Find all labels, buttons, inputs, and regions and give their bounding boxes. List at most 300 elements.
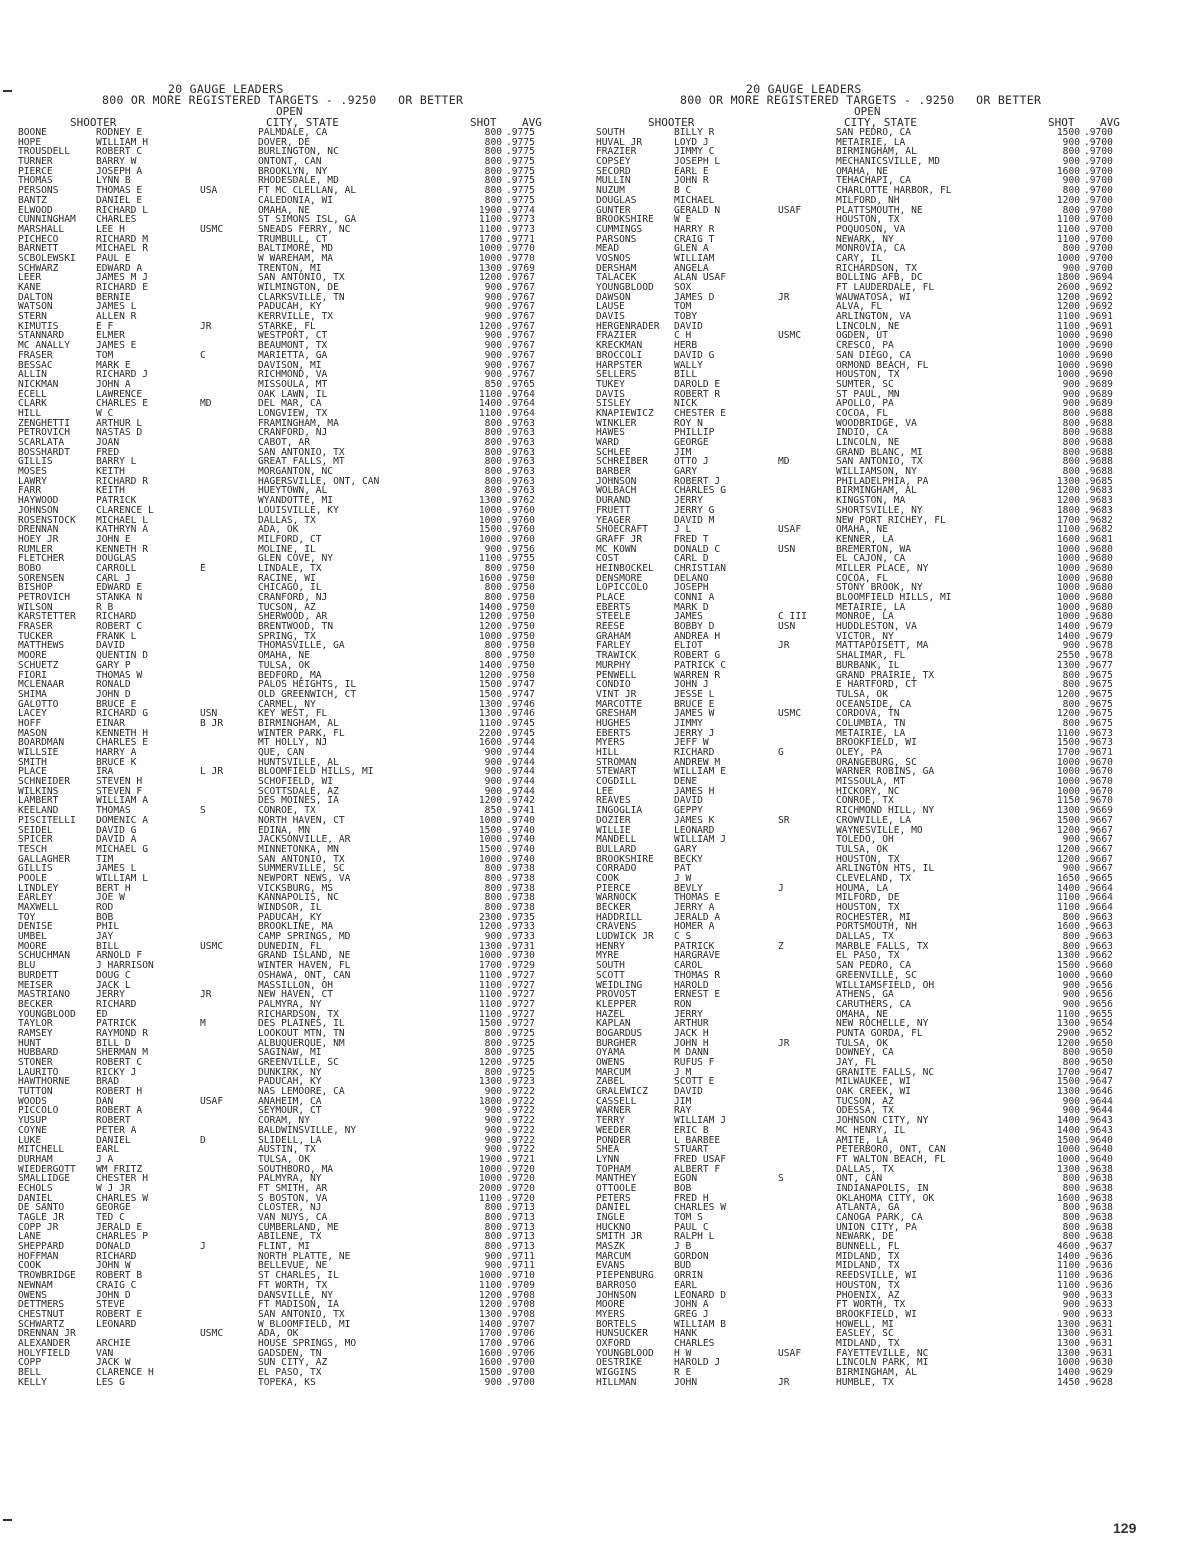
city-state: KERRVILLE, TX	[258, 311, 334, 323]
shooter-first-name: ERNEST E	[674, 989, 721, 1001]
shooter-last-name: COGDILL	[596, 776, 637, 788]
average: .9683	[1084, 485, 1113, 497]
average: .9760	[506, 504, 535, 516]
shot-count: 1000	[1056, 330, 1080, 342]
shot-count: 800	[484, 1241, 502, 1253]
city-state: CLOSTER, NJ	[258, 1202, 322, 1214]
shot-count: 1200	[478, 272, 502, 284]
shot-count: 1600	[478, 1357, 502, 1369]
shooter-last-name: TUCKER	[18, 630, 53, 642]
shooter-last-name: MYERS	[596, 737, 625, 749]
shooter-first-name: GARY	[674, 843, 698, 855]
city-state: WILMINGTON, DE	[258, 282, 339, 293]
average: .9750	[506, 611, 535, 623]
city-state: CUMBERLAND, ME	[258, 1221, 339, 1233]
average: .9775	[506, 175, 535, 187]
city-state: PADUCAH, KY	[258, 301, 322, 313]
shot-count: 800	[1062, 911, 1080, 923]
shot-count: 1200	[1056, 688, 1080, 700]
shooter-last-name: INGLE	[596, 1212, 625, 1223]
average: .9700	[506, 1376, 535, 1388]
shot-count: 800	[484, 650, 502, 662]
average: .9631	[1084, 1318, 1113, 1330]
shooter-first-name: JESSE L	[674, 688, 715, 700]
shooter-last-name: YOUNGBLOOD	[18, 1008, 76, 1020]
city-state: DUNKIRK, NY	[258, 1066, 322, 1078]
average: .9688	[1084, 417, 1113, 429]
shot-count: 1100	[1056, 892, 1080, 904]
city-state: W WAREHAM, MA	[258, 252, 334, 264]
city-state: ODESSA, TX	[836, 1105, 894, 1117]
right-table	[596, 84, 1171, 1387]
shooter-first-name: ELMER	[96, 330, 125, 342]
shot-count: 800	[1062, 1057, 1080, 1068]
shooter-last-name: CUMMINGS	[596, 223, 643, 235]
shot-count: 800	[1062, 1212, 1080, 1223]
shot-count: 1000	[1056, 543, 1080, 555]
shot-count: 1000	[1056, 359, 1080, 371]
shot-count: 800	[484, 127, 502, 138]
shooter-first-name: LEONARD	[96, 1318, 137, 1330]
shot-count: 800	[1062, 204, 1080, 216]
shooter-last-name: HOFFMAN	[18, 1250, 59, 1262]
shot-count: 900	[484, 747, 502, 758]
shooter-first-name: ANGELA	[674, 262, 709, 274]
shooter-last-name: BARBER	[596, 466, 631, 478]
average: .9773	[506, 214, 535, 226]
city-state: SCOTTSDALE, AZ	[258, 785, 339, 797]
shooter-last-name: TAGLE JR	[18, 1212, 65, 1223]
city-state: CAMP SPRINGS, MD	[258, 931, 351, 943]
city-state: MILFORD, NH	[836, 194, 900, 206]
city-state: TOPEKA, KS	[258, 1376, 316, 1388]
shooter-first-name: ROBERT C	[96, 146, 143, 158]
shooter-first-name: CHESTER H	[96, 1173, 148, 1185]
shooter-last-name: MITCHELL	[18, 1144, 65, 1156]
shot-count: 1150	[1056, 795, 1080, 807]
city-state: BIRMINGHAM, AL	[258, 717, 339, 729]
average: .9636	[1084, 1270, 1113, 1282]
shooter-last-name: EARLEY	[18, 892, 53, 904]
shot-count: 1700	[478, 1328, 502, 1340]
shot-count: 1000	[478, 1173, 502, 1185]
shooter-first-name: RICHARD R	[96, 475, 148, 487]
shooter-last-name: KELLY	[18, 1376, 47, 1388]
shooter-last-name: WEEDER	[596, 1124, 631, 1136]
city-state: MILFORD, CT	[258, 533, 322, 545]
shooter-suffix: USN	[778, 543, 796, 555]
shot-count: 800	[484, 1231, 502, 1243]
average: .9775	[506, 165, 535, 177]
shooter-first-name: J L	[674, 524, 692, 536]
average: .9647	[1084, 1066, 1113, 1078]
shooter-last-name: SPICER	[18, 834, 53, 846]
shot-count: 800	[484, 1047, 502, 1059]
shooter-suffix: USMC	[200, 940, 224, 952]
shot-count: 1100	[1056, 320, 1080, 332]
average: .9700	[1084, 252, 1113, 264]
shooter-last-name: MCLENAAR	[18, 679, 65, 691]
city-state: TEHACHAPI, CA	[836, 175, 912, 187]
shooter-first-name: DONALD C	[674, 543, 721, 555]
shooter-first-name: BEVLY	[674, 882, 703, 894]
average: .9667	[1084, 814, 1113, 826]
average: .9764	[506, 398, 535, 410]
table-subtitle: 800 OR MORE REGISTERED TARGETS - .9250 OR BETTER	[680, 93, 1042, 107]
shot-count: 1300	[1056, 1347, 1080, 1359]
shooter-first-name: J HARRISON	[96, 960, 154, 972]
shooter-last-name: MURPHY	[596, 659, 631, 671]
shot-count: 1000	[1056, 1153, 1080, 1165]
shooter-last-name: LAUSE	[596, 301, 625, 313]
shot-count: 1600	[1056, 533, 1080, 545]
shooter-last-name: SHEPPARD	[18, 1241, 65, 1253]
shooter-first-name: JACK H	[674, 1027, 709, 1039]
shot-count: 1500	[1056, 127, 1080, 138]
shooter-first-name: JAMES	[674, 611, 703, 623]
shooter-last-name: SCHUCHMAN	[18, 950, 70, 962]
shot-count: 800	[484, 892, 502, 904]
shooter-first-name: DOMENIC A	[96, 814, 148, 826]
city-state: MIDLAND, TX	[836, 1250, 900, 1262]
shooter-first-name: CHARLES E	[96, 398, 148, 410]
city-state: MONROE, LA	[836, 611, 894, 623]
shot-count: 900	[484, 1250, 502, 1262]
shooter-last-name: MOORE	[18, 940, 47, 952]
shot-count: 900	[484, 369, 502, 381]
shooter-first-name: B C	[674, 185, 692, 197]
shooter-last-name: BROOKSHIRE	[596, 214, 654, 226]
average: .9763	[506, 427, 535, 439]
shot-count: 900	[484, 1086, 502, 1098]
average: .9713	[506, 1212, 535, 1223]
shot-count: 1400	[1056, 882, 1080, 894]
shooter-first-name: BOBBY D	[674, 621, 715, 633]
shooter-suffix: J	[778, 882, 784, 894]
shooter-first-name: WILLIAM A	[96, 795, 148, 807]
shooter-first-name: CHARLES P	[96, 1231, 148, 1243]
shooter-first-name: EINAR	[96, 717, 125, 729]
shot-count: 800	[484, 165, 502, 177]
average: .9680	[1084, 543, 1113, 555]
shooter-first-name: RICHARD J	[96, 369, 148, 381]
average: .9722	[506, 1134, 535, 1146]
shooter-last-name: TROUSDELL	[18, 146, 70, 158]
shot-count: 1300	[478, 1076, 502, 1088]
shooter-first-name: STEVE	[96, 1299, 125, 1311]
shooter-last-name: WINKLER	[596, 417, 637, 429]
average: .9670	[1084, 795, 1113, 807]
average: .9763	[506, 466, 535, 478]
city-state: SNEADS FERRY, NC	[258, 223, 351, 235]
shooter-last-name: BANTZ	[18, 194, 47, 206]
shooter-last-name: OWENS	[596, 1057, 625, 1068]
shooter-last-name: HAWTHORNE	[18, 1076, 70, 1088]
shot-count: 1000	[1056, 1144, 1080, 1156]
average: .9769	[506, 262, 535, 274]
shooter-last-name: HUBBARD	[18, 1047, 59, 1059]
shooter-last-name: ECHOLS	[18, 1182, 53, 1194]
city-state: NEWARK, DE	[836, 1231, 894, 1243]
city-state: NEW HAVEN, CT	[258, 989, 334, 1001]
shooter-first-name: LEONARD	[674, 824, 715, 836]
shot-count: 1100	[1056, 214, 1080, 226]
city-state: LONGVIEW, TX	[258, 407, 328, 419]
shot-count: 1000	[1056, 776, 1080, 788]
shooter-last-name: KANE	[18, 282, 42, 293]
city-state: OMAHA, NE	[836, 1008, 888, 1020]
average: .9750	[506, 592, 535, 603]
shooter-last-name: MARSHALL	[18, 223, 65, 235]
shooter-suffix: L JR	[200, 766, 224, 778]
shooter-first-name: GEORGE	[674, 437, 709, 448]
city-state: OLD GREENWICH, CT	[258, 688, 357, 700]
shooter-first-name: WARREN R	[674, 669, 721, 681]
city-state: BIRMINGHAM, AL	[836, 146, 917, 158]
city-state: HOWELL, MI	[836, 1318, 894, 1330]
shooter-first-name: RAY	[674, 1105, 692, 1117]
shooter-last-name: TROWBRIDGE	[18, 1270, 76, 1282]
city-state: TRUMBULL, CT	[258, 233, 328, 245]
average: .9682	[1084, 514, 1113, 526]
average: .9767	[506, 349, 535, 361]
city-state: POQUOSON, VA	[836, 223, 906, 235]
shooter-last-name: ZABEL	[596, 1076, 625, 1088]
shot-count: 900	[484, 1260, 502, 1272]
average: .9675	[1084, 669, 1113, 681]
city-state: TUCSON, AZ	[836, 1095, 894, 1107]
shooter-last-name: BOARDMAN	[18, 737, 65, 749]
city-state: TULSA, OK	[836, 843, 888, 855]
shooter-last-name: COOK	[596, 872, 620, 884]
average: .9681	[1084, 533, 1113, 545]
average: .9775	[506, 136, 535, 148]
shooter-first-name: JAMES K	[674, 814, 715, 826]
city-state: OCEANSIDE, CA	[836, 698, 912, 710]
shooter-last-name: MASON	[18, 727, 47, 739]
city-state: ALBUQUERQUE, NM	[258, 1037, 345, 1049]
shooter-last-name: STROMAN	[596, 756, 637, 768]
city-state: HUNTSVILLE, AL	[258, 756, 339, 768]
shooter-last-name: SMALLIDGE	[18, 1173, 70, 1185]
city-state: FT WALTON BEACH, FL	[836, 1153, 946, 1165]
city-state: MIDLAND, TX	[836, 1337, 900, 1349]
shooter-first-name: THOMAS W	[96, 669, 143, 681]
shooter-first-name: FRANK L	[96, 630, 137, 642]
shooter-first-name: BILLY R	[674, 127, 715, 138]
city-state: BALTIMORE, MD	[258, 243, 334, 255]
shooter-last-name: HOPE	[18, 136, 42, 148]
average: .9689	[1084, 378, 1113, 390]
shooter-first-name: DENE	[674, 776, 698, 788]
shooter-last-name: DOUGLAS	[596, 194, 637, 206]
shooter-first-name: BRAD	[96, 1076, 120, 1088]
shot-count: 900	[484, 340, 502, 352]
shooter-first-name: BUD	[674, 1260, 692, 1272]
shooter-first-name: CAROL	[674, 960, 703, 972]
shooter-last-name: LINDLEY	[18, 882, 59, 894]
shooter-last-name: YOUNGBLOOD	[596, 1347, 654, 1359]
shooter-first-name: RONALD	[96, 679, 131, 691]
average: .9671	[1084, 747, 1113, 758]
shot-count: 800	[484, 562, 502, 574]
city-state: PALMYRA, NY	[258, 1173, 322, 1185]
city-state: SLIDELL, LA	[258, 1134, 322, 1146]
shooter-last-name: LYNN	[596, 1153, 620, 1165]
shooter-first-name: JERRY	[674, 1008, 703, 1020]
shot-count: 800	[1062, 1173, 1080, 1185]
shooter-last-name: MATTHEWS	[18, 640, 65, 652]
city-state: NEWPORT NEWS, VA	[258, 872, 351, 884]
shot-count: 1800	[478, 1095, 502, 1107]
shooter-first-name: TIM	[96, 853, 114, 865]
shooter-first-name: RICHARD G	[96, 708, 148, 720]
city-state: LOUISVILLE, KY	[258, 504, 339, 516]
city-state: MIDLAND, TX	[836, 1260, 900, 1272]
shot-count: 1100	[1056, 1270, 1080, 1282]
shot-count: 1000	[478, 514, 502, 526]
average: .9640	[1084, 1153, 1113, 1165]
shooter-first-name: JERRY	[674, 495, 703, 507]
shooter-first-name: EARL E	[674, 165, 709, 177]
city-state: SAN PEDRO, CA	[836, 960, 912, 972]
shooter-last-name: NEWNAM	[18, 1279, 53, 1291]
shooter-last-name: DETTMERS	[18, 1299, 65, 1311]
city-state: VICTOR, NY	[836, 630, 894, 642]
shooter-first-name: BRUCE E	[96, 698, 137, 710]
shooter-last-name: FRASER	[18, 621, 53, 633]
shooter-first-name: WILLIAM L	[96, 872, 148, 884]
shooter-last-name: ROSENSTOCK	[18, 514, 76, 526]
shooter-first-name: CHRISTIAN	[674, 562, 726, 574]
shot-count: 1400	[478, 659, 502, 671]
shooter-last-name: BULLARD	[596, 843, 637, 855]
shooter-first-name: KATHRYN A	[96, 524, 148, 536]
shooter-last-name: HUNSUCKER	[596, 1328, 648, 1340]
shooter-suffix: MD	[200, 398, 212, 410]
average: .9767	[506, 340, 535, 352]
average: .9678	[1084, 640, 1113, 652]
shooter-first-name: R B	[96, 601, 114, 613]
average: .9747	[506, 688, 535, 700]
header-shot: SHOT	[470, 116, 497, 129]
shooter-first-name: CRAIG C	[96, 1279, 137, 1291]
shot-count: 1000	[1056, 572, 1080, 584]
shooter-last-name: CRAVENS	[596, 921, 637, 933]
average: .9750	[506, 562, 535, 574]
city-state: BRENTWOOD, TN	[258, 621, 334, 633]
city-state: CHICAGO, IL	[258, 582, 322, 594]
shooter-first-name: CARL D	[674, 553, 709, 565]
shooter-last-name: MASZK	[596, 1241, 625, 1253]
average: .9725	[506, 1047, 535, 1059]
shot-count: 1100	[478, 717, 502, 729]
shot-count: 900	[1062, 1299, 1080, 1311]
average: .9675	[1084, 708, 1113, 720]
shooter-last-name: TOPHAM	[596, 1163, 631, 1175]
shot-count: 1600	[1056, 1192, 1080, 1204]
shooter-first-name: PATRICK	[96, 1018, 137, 1030]
shooter-first-name: ROBERT R	[674, 388, 721, 400]
shooter-first-name: RUFUS F	[674, 1057, 715, 1068]
city-state: ORANGEBURG, SC	[836, 756, 917, 768]
shooter-first-name: VAN	[96, 1347, 114, 1359]
average: .9763	[506, 456, 535, 468]
average: .9740	[506, 843, 535, 855]
shot-count: 800	[484, 185, 502, 197]
average: .9720	[506, 1163, 535, 1175]
shooter-last-name: LANE	[18, 1231, 42, 1243]
shooter-suffix: JR	[778, 291, 790, 303]
city-state: CRANFORD, NJ	[258, 592, 328, 603]
shooter-first-name: GEPPY	[674, 805, 703, 817]
city-state: WESTPORT, CT	[258, 330, 328, 342]
shot-count: 900	[1062, 834, 1080, 846]
shooter-last-name: PIERCE	[596, 882, 631, 894]
average: .9727	[506, 969, 535, 981]
city-state: HUMBLE, TX	[836, 1376, 894, 1388]
shooter-last-name: MANTHEY	[596, 1173, 637, 1185]
shooter-last-name: WEIDLING	[596, 979, 643, 991]
city-state: ROCHESTER, MI	[836, 911, 912, 923]
shot-count: 1000	[1056, 1357, 1080, 1369]
table-rows	[596, 128, 1171, 1387]
shot-count: 800	[1062, 1221, 1080, 1233]
shot-count: 1500	[1056, 1076, 1080, 1088]
shot-count: 800	[1062, 679, 1080, 691]
shot-count: 1100	[1056, 311, 1080, 323]
shot-count: 1100	[1056, 233, 1080, 245]
city-state: EL PASO, TX	[836, 950, 900, 962]
shot-count: 1200	[1056, 495, 1080, 507]
shot-count: 900	[1062, 979, 1080, 991]
shooter-suffix: C III	[778, 611, 807, 623]
average: .9692	[1084, 301, 1113, 313]
average: .9680	[1084, 601, 1113, 613]
shot-count: 800	[1062, 437, 1080, 448]
average: .9755	[506, 553, 535, 565]
average: .9688	[1084, 466, 1113, 478]
shooter-last-name: WIGGINS	[596, 1367, 637, 1378]
city-state: OMAHA, NE	[258, 204, 310, 216]
shot-count: 1900	[478, 204, 502, 216]
average: .9680	[1084, 553, 1113, 565]
shooter-last-name: STERN	[18, 311, 47, 323]
shot-count: 1000	[1056, 785, 1080, 797]
shooter-last-name: KAPLAN	[596, 1018, 631, 1030]
average: .9665	[1084, 872, 1113, 884]
shooter-last-name: TERRY	[596, 1115, 625, 1127]
shooter-last-name: MARCUM	[596, 1250, 631, 1262]
average: .9767	[506, 291, 535, 303]
city-state: RICHMOND HILL, NY	[836, 805, 935, 817]
shooter-first-name: ARTHUR L	[96, 417, 143, 429]
city-state: TULSA, OK	[258, 659, 310, 671]
shot-count: 800	[1062, 456, 1080, 468]
city-state: BURBANK, IL	[836, 659, 900, 671]
average: .9750	[506, 659, 535, 671]
city-state: THOMASVILLE, GA	[258, 640, 345, 652]
city-state: DUNEDIN, FL	[258, 940, 322, 952]
city-state: MILWAUKEE, WI	[836, 1076, 912, 1088]
shooter-first-name: PATRICK	[96, 495, 137, 507]
average: .9678	[1084, 650, 1113, 662]
shooter-first-name: DAVID M	[674, 514, 715, 526]
city-state: HICKORY, NC	[836, 785, 900, 797]
shooter-last-name: PIEPENBURG	[596, 1270, 654, 1282]
city-state: KANNAPOLIS, NC	[258, 892, 339, 904]
shooter-last-name: PROVOST	[596, 989, 637, 1001]
